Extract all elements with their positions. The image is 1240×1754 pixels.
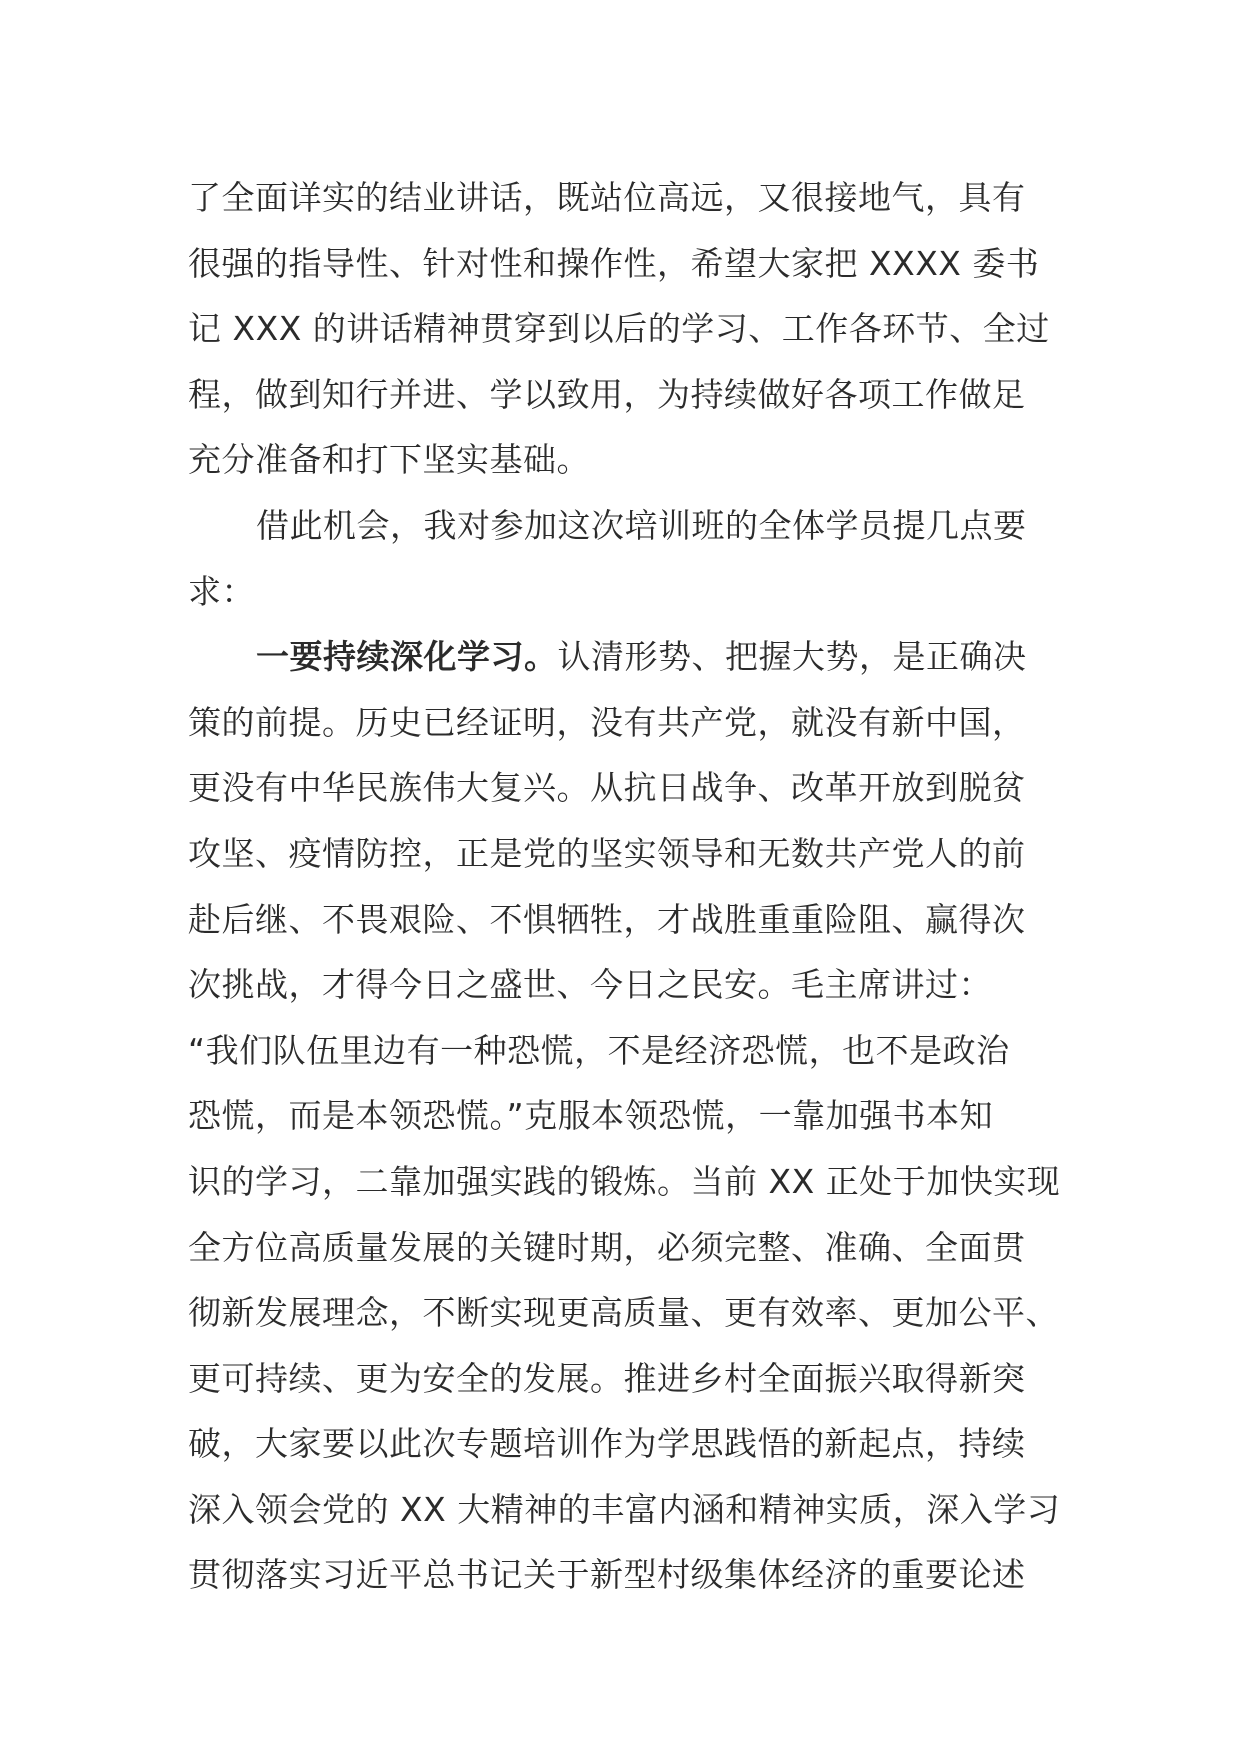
text-line: 程，做到知行并进、学以致用，为持续做好各项工作做足 (188, 374, 1026, 414)
text-line: 恐慌，而是本领恐慌。”克服本领恐慌，一靠加强书本知 (188, 1096, 994, 1136)
text-line: 了全面详实的结业讲话，既站位高远，又很接地气，具有 (188, 178, 1026, 217)
text-line: 策的前提。历史已经证明，没有共产党，就没有新中国， (188, 702, 1026, 742)
text-line: 深入领会党的 XX 大精神的丰富内涵和精神实质，深入学习 (188, 1489, 1061, 1529)
text-line: 赴后继、不畏艰险、不惧牺牲，才战胜重重险阻、赢得次 (188, 899, 1026, 939)
text-line: 破，大家要以此次专题培训作为学思践悟的新起点，持续 (188, 1424, 1026, 1464)
text-line: “我们队伍里边有一种恐慌，不是经济恐慌，也不是政治 (188, 1030, 1010, 1070)
text-line: 彻新发展理念，不断实现更高质量、更有效率、更加公平、 (188, 1293, 1059, 1333)
text-line: 更可持续、更为安全的发展。推进乡村全面振兴取得新突 (188, 1358, 1026, 1398)
text-line: 很强的指导性、针对性和操作性，希望大家把 XXXX 委书 (188, 243, 1040, 283)
text-line-with-heading (188, 624, 1068, 690)
text-line: 认清形势、把握大势，是正确决 (557, 637, 1027, 677)
text-line: 次挑战，才得今日之盛世、今日之民安。毛主席讲过： (188, 965, 992, 1005)
section-heading: 一要持续深化学习。 (256, 637, 558, 677)
text-line: 全方位高质量发展的关键时期，必须完整、准确、全面贯 (188, 1227, 1026, 1267)
text-line: 充分准备和打下坚实基础。 (188, 440, 590, 480)
text-line: 攻坚、疫情防控，正是党的坚实领导和无数共产党人的前 (188, 833, 1026, 873)
text-line: 贯彻落实习近平总书记关于新型村级集体经济的重要论述 (188, 1555, 1026, 1595)
text-line: 借此机会，我对参加这次培训班的全体学员提几点要 (256, 505, 1027, 545)
text-line: 记 XXX 的讲话精神贯穿到以后的学习、工作各环节、全过 (188, 309, 1050, 349)
text-line: 识的学习，二靠加强实践的锻炼。当前 XX 正处于加快实现 (188, 1161, 1061, 1201)
document-page (188, 165, 1068, 1608)
text-line: 更没有中华民族伟大复兴。从抗日战争、改革开放到脱贫 (188, 768, 1026, 808)
text-line: 求： (188, 571, 255, 611)
